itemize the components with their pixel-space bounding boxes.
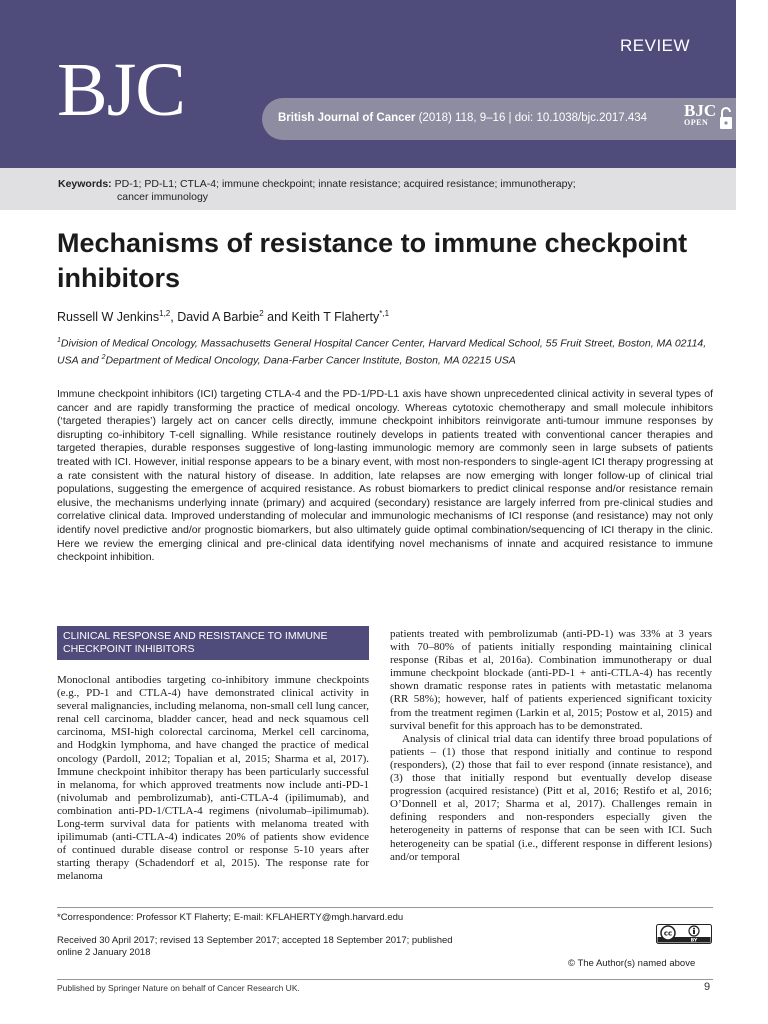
- affil-text: Division of Medical Oncology, Massachusetts General Hospital Cancer Center, Harvard Medical School, 55 Fruit Street, Boston, MA 02114, USA and: [57, 337, 707, 366]
- body-paragraph: Monoclonal antibodies targeting co-inhibitory immune checkpoints (e.g., PD-1 and CTLA-4) have demonstrated clinical activity in several malignancies, including melanoma, non-small cell lung cancer, renal cell carcinoma, bladder cancer, head and neck squamous cell carcinoma, MSI-high colorectal carcinoma, Merkel cell carcinoma, and Hodgkin lymphoma, and have changed the practice of medical oncology (Pardoll, 2012; Topalian et al, 2015; Sharma et al, 2017). Immune checkpoint inhibitor therapy has been particularly successful in melanoma, for which approved treatments now include anti-PD-1 (nivolumab and pembrolizumab), anti-CTLA-4 (ipilimumab), and combination anti-PD-1/CTLA-4 regimens (nivolumab–ipilimumab). Long-term survival data for patients with melanoma treated with ipilimumab (anti-CTLA-4) indicates 20% of patients show evidence of continued durable disease control or response 5-10 years after starting therapy (Schadendorf et al, 2015). The response rate for melanoma: [57, 674, 369, 883]
- author-name: David A Barbie: [177, 310, 260, 325]
- open-lock-icon: [719, 106, 733, 132]
- keywords: [58, 178, 576, 204]
- footnote-divider: [57, 907, 713, 908]
- affil-text: Department of Medical Oncology, Dana-Farber Cancer Institute, Boston, MA 02215 USA: [105, 354, 516, 366]
- keywords-line-2: cancer immunology: [117, 191, 209, 203]
- author-list: [57, 309, 389, 324]
- open-logo-top: BJC: [684, 101, 717, 120]
- body-paragraph: patients treated with pembrolizumab (anti-PD-1) was 33% at 3 years with 70–80% of patients initially responding maintaining clinical response (Ribas et al, 2016a). Combination immunotherapy or dual immune checkpoint blockade (anti-PD-1 + anti-CTLA-4) has recently shown dramatic response rates in patients with metastatic melanoma (RR 58%); however, half of patients experienced significant toxicity from the treatment regimen (Larkin et al, 2015; Postow et al, 2015) and survival benefit for this approach has to be demonstrated.: [390, 628, 712, 732]
- body-column-right: [390, 628, 712, 864]
- section-heading: CLINICAL RESPONSE AND RESISTANCE TO IMMUNE CHECKPOINT INHIBITORS: [63, 630, 328, 655]
- author-name: Russell W Jenkins: [57, 310, 160, 325]
- body-column-left: [57, 674, 369, 884]
- copyright-notice: © The Author(s) named above: [568, 958, 696, 969]
- abstract: Immune checkpoint inhibitors (ICI) targeting CTLA-4 and the PD-1/PD-L1 axis have shown unprecedented clinical activity in several types of cancer and are rapidly transforming the practice of medical oncology. Whereas cytotoxic chemotherapy and small molecule inhibitors (‘targeted therapies’) largely act on cancer cells directly, immune checkpoint inhibitors reinvigorate anti-tumour immune responses by disrupting co-inhibitory T-cell signalling. While resistance routinely develops in patients treated with conventional cancer therapies and targeted therapies, durable responses suggestive of long-lasting immunologic memory are commonly seen in large subsets of patients treated with ICI. However, initial response appears to be a binary event, with most non-responders to single-agent ICI therapy progressing at a rate consistent with the natural history of disease. In addition, late relapses are now emerging with longer follow-up of clinical trial populations, suggesting the emergence of acquired resistance. As robust biomarkers to predict clinical response and/or resistance remain elusive, the mechanisms underlying innate (primary) and acquired (secondary) resistance are largely inferred from pre-clinical studies and correlative clinical data. Improved understanding of molecular and immunologic mechanisms of ICI response (and resistance) may not only identify novel predictive and/or prognostic biomarkers, but also ultimately guide optimal combination/sequencing of ICI therapy in the clinic. Here we review the emerging clinical and pre-clinical data identifying novel mechanisms of innate and acquired resistance to immune checkpoint inhibition.: [57, 388, 713, 564]
- article-type-label: REVIEW: [620, 36, 691, 55]
- author-separator: ,: [170, 310, 178, 325]
- keywords-label: Keywords:: [58, 178, 112, 190]
- page-bottom-divider: [57, 979, 713, 980]
- body-paragraph: Analysis of clinical trial data can identify three broad populations of patients – (1) those that respond initially and continue to respond (responders), (2) those that fail to ever respond (innate resistance), and (3) those that initially respond but eventually develop disease progression (acquired resistance) (Pitt et al, 2016; Restifo et al, 2016; O’Donnell et al, 2017; Sharma et al, 2017). Challenges remain in defining responders and non-responders especially given the heterogeneity in patterns of response that can be seen with ICI. Such heterogeneity can be spatial (i.e., different response in different lesions) and/or temporal: [390, 732, 712, 863]
- affil-sup: 1: [57, 337, 61, 344]
- affiliations: [57, 334, 717, 367]
- journal-logo: BJC: [57, 48, 185, 132]
- open-access-logo: [684, 102, 716, 127]
- publisher-line: Published by Springer Nature on behalf of Cancer Research UK.: [57, 983, 300, 993]
- author-affil-sup: 2: [259, 309, 264, 318]
- open-logo-bottom: OPEN: [684, 118, 709, 127]
- page-number: 9: [704, 981, 711, 993]
- author-affil-sup: *,1: [379, 309, 390, 318]
- keywords-line-1: PD-1; PD-L1; CTLA-4; immune checkpoint; innate resistance; acquired resistance; immunotherapy;: [114, 178, 576, 190]
- citation-details: (2018) 118, 9–16 | doi: 10.1038/bjc.2017.434: [418, 112, 648, 124]
- author-separator: and: [263, 310, 292, 325]
- citation-journal: British Journal of Cancer: [278, 112, 416, 124]
- correspondence-note: *Correspondence: Professor KT Flaherty; E-mail: KFLAHERTY@mgh.harvard.edu: [57, 912, 404, 923]
- author-affil-sup: 1,2: [159, 309, 171, 318]
- cc-label: cc: [663, 929, 673, 938]
- creative-commons-by-icon: [656, 924, 712, 944]
- affil-sup: 2: [101, 353, 106, 361]
- by-label: BY: [690, 938, 698, 944]
- author-name: Keith T Flaherty: [291, 310, 380, 325]
- article-title: Mechanisms of resistance to immune checkpoint inhibitors: [57, 228, 688, 293]
- received-dates: Received 30 April 2017; revised 13 September 2017; accepted 18 September 2017; published online 2 January 2018: [57, 935, 453, 958]
- citation-text: [278, 112, 647, 124]
